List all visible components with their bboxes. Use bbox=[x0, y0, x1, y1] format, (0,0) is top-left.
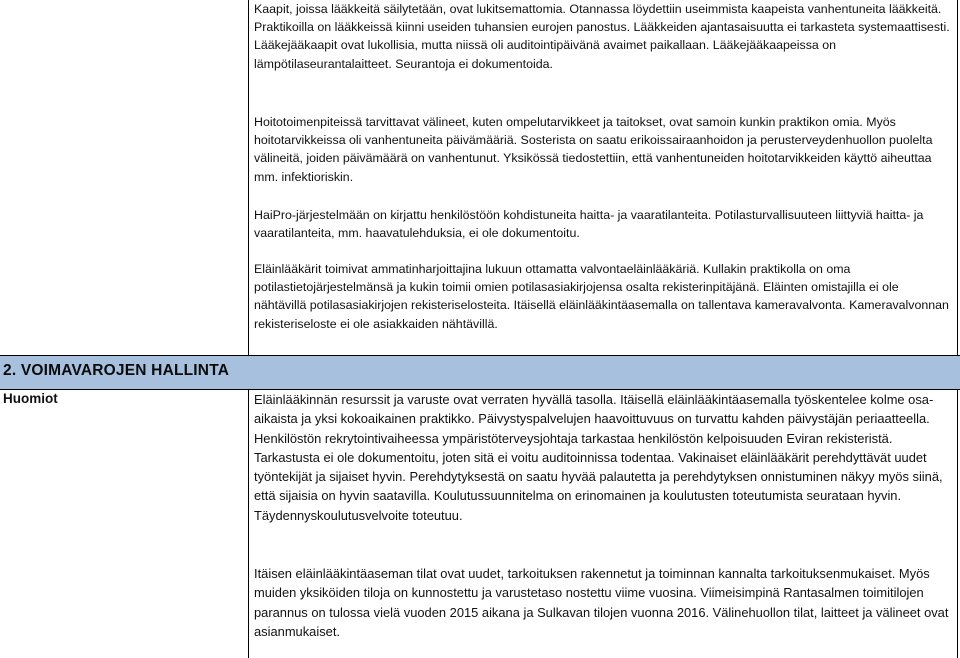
paragraph-veterinarian-records: Eläinlääkärit toimivat ammatinharjoittajina lukuun ottamatta valvontaeläinlääkäriä. Kullakin praktikolla on oma potilastietojärjestelmänsä ja kukin toimii omien potilasasiakirjojensa osalta rekisterinpitäjänä. Eläinten omistajilla ei ole nähtävillä potilasasiakirjojen rekisteriselosteita. Itäisellä eläinlääkintäasemalla on tallentava kameravalvonta. Kameravalvonnan rekisteriseloste ei ole asiakkaiden nähtävillä. bbox=[254, 262, 949, 331]
observations-label: Huomiot bbox=[3, 391, 58, 406]
paragraph-resources: Eläinlääkinnän resurssit ja varuste ovat verraten hyvällä tasolla. Itäisellä eläinlääkintäasemalla työskentelee kolme osa-aikaista ja yksi kokoaikainen praktikko. Päivystyspalvelujen haavoittuvuus on turvattu kahden päivystäjän periaatteella. Henkilöstön rekrytointivaiheessa ympäristöterveysjohtaja tarkastaa henkilöstön kelpoisuuden Eviran rekisteristä. Tarkastusta ei ole dokumentoitu, joten sitä ei voitu auditoinnissa todentaa. Vakinaiset eläinlääkärit perehdyttävät uudet työntekijät ja sijaiset hyvin. Perehdytyksestä on saatu hyvää palautetta ja perehdytyksen onnistuminen näkyy myös siinä, että sijaisia on hyvin saatavilla. Koulutussuunnitelma on erinomainen ja koulutusten toteutumista seurataan hyvin. Täydennyskoulutusvelvoite toteutuu. bbox=[254, 392, 943, 523]
paragraph-facilities: Itäisen eläinlääkintäaseman tilat ovat uudet, tarkoituksen rakennetut ja toiminnan kannalta tarkoituksenmukaiset. Myös muiden yksiköiden tiloja on kunnostettu ja varustetaso nostettu viime vuosina. Viimeisimpinä Rantasalmen toimitilojen parannus on tulossa vielä vuoden 2015 aikana ja Sulkavan tilojen vuonna 2016. Välinehuollon tilat, laitteet ja välineet ovat asianmukaiset. bbox=[254, 566, 949, 639]
column-divider-right bbox=[957, 0, 958, 658]
section-title: 2. VOIMAVAROJEN HALLINTA bbox=[3, 362, 230, 379]
section-header bbox=[0, 355, 960, 390]
paragraph-haipro-system: HaiPro-järjestelmään on kirjattu henkilöstöön kohdistuneita haitta- ja vaaratilanteita. Potilasturvallisuuteen liittyviä haitta- ja vaaratilanteita, mm. haavatulehduksia, ei ole dokumentoitu. bbox=[254, 208, 924, 241]
column-divider-left bbox=[248, 0, 249, 658]
paragraph-care-supplies: Hoitotoimenpiteissä tarvittavat välineet, kuten ompelutarvikkeet ja taitokset, ovat samoin kunkin praktikon omia. Myös hoitotarvikkeissa oli vanhentuneita päivämääriä. Sosterista on saatu erikoissairaanhoidon ja perusterveydenhuollon puolelta välineitä, joiden päivämäärä on vanhentunut. Yksikössä tiedostettiin, että vanhentuneiden hoitotarvikkeiden käyttö aiheuttaa mm. infektioriskin. bbox=[254, 115, 933, 184]
paragraph-medicine-storage: Kaapit, joissa lääkkeitä säilytetään, ovat lukitsemattomia. Otannassa löydettiin useimmista kaapeista vanhentuneita lääkkeitä. Praktikoilla on lääkkeissä kiinni useiden tuhansien eurojen panostus. Lääkkeiden ajantasaisuutta ei tarkasteta systemaattisesti. Lääkejääkaapit ovat lukollisia, mutta niissä oli auditointipäivänä avaimet paikallaan. Lääkejääkaapeissa on lämpötilaseurantalaitteet. Seurantoja ei dokumentoida. bbox=[254, 2, 950, 71]
